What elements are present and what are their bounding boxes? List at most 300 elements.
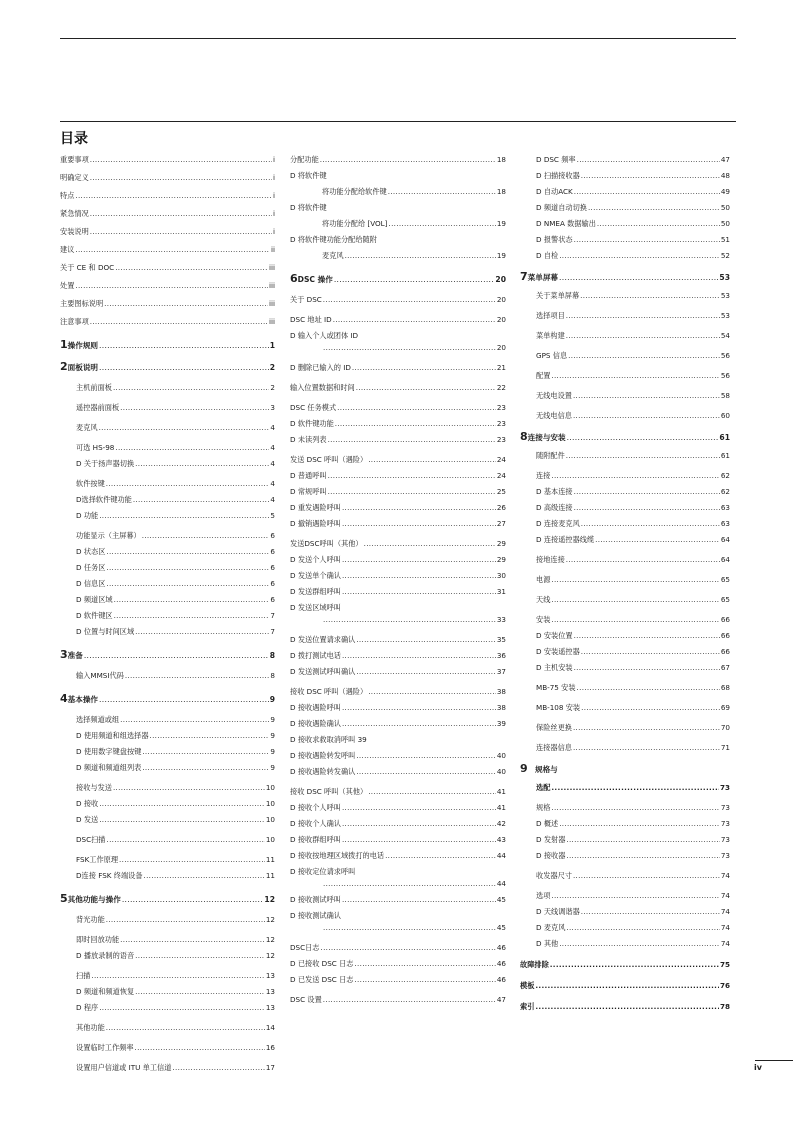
toc-entry[interactable] <box>60 563 275 573</box>
toc-page-number: 10 <box>265 815 275 824</box>
toc-page-number: 1 <box>269 341 275 350</box>
toc-entry-label: D 软件键区 <box>76 611 113 620</box>
toc-entry[interactable] <box>290 383 506 393</box>
toc-entry-label: 天线 <box>536 595 551 604</box>
chapter-number: 8 <box>520 430 528 443</box>
toc-entry[interactable] <box>520 663 730 673</box>
toc-page-number: 53 <box>720 291 730 300</box>
toc-entry[interactable] <box>520 783 730 793</box>
toc-entry[interactable] <box>290 487 506 497</box>
toc-entry[interactable] <box>520 703 730 713</box>
toc-entry[interactable] <box>290 539 506 549</box>
toc-chapter[interactable] <box>520 431 730 444</box>
toc-entry[interactable] <box>290 687 506 697</box>
toc-entry-label: 即时回放功能 <box>76 935 120 944</box>
dot-leader <box>345 251 496 261</box>
toc-page-number: i <box>273 155 275 164</box>
toc-entry-label: D 安装遥控器 <box>536 647 580 656</box>
toc-entry[interactable] <box>520 835 730 845</box>
toc-page-number: 46 <box>496 943 506 952</box>
toc-entry[interactable] <box>520 219 730 229</box>
toc-chapter[interactable] <box>520 271 730 284</box>
toc-entry[interactable] <box>520 743 730 753</box>
toc-entry[interactable] <box>60 595 275 605</box>
dot-leader <box>323 923 496 933</box>
toc-entry-label: D 天线调谐器 <box>536 907 580 916</box>
toc-entry[interactable] <box>60 579 275 589</box>
toc-entry[interactable] <box>60 935 275 945</box>
toc-entry[interactable] <box>290 943 506 953</box>
toc-entry[interactable] <box>290 419 506 429</box>
toc-entry[interactable] <box>520 451 730 461</box>
dot-leader <box>581 171 720 181</box>
toc-entry[interactable] <box>290 835 506 845</box>
toc-page-number: 12 <box>265 915 275 924</box>
toc-entry-label: 故障排除 <box>520 960 549 969</box>
toc-entry[interactable] <box>60 511 275 521</box>
toc-entry[interactable] <box>520 411 730 421</box>
toc-entry[interactable] <box>60 715 275 725</box>
toc-page-number: 35 <box>496 635 506 644</box>
toc-entry[interactable] <box>60 1003 275 1013</box>
toc-page-number: iii <box>269 299 275 308</box>
toc-entry[interactable] <box>290 867 506 877</box>
toc-entry[interactable] <box>520 471 730 481</box>
toc-entry[interactable] <box>290 403 506 413</box>
toc-entry[interactable] <box>60 1063 275 1073</box>
toc-entry-label: 麦克风 <box>322 251 344 260</box>
toc-entry[interactable] <box>290 911 506 921</box>
toc-page-number: 60 <box>720 411 730 420</box>
toc-entry[interactable] <box>290 651 506 661</box>
dot-leader <box>388 219 495 229</box>
toc-entry[interactable] <box>520 187 730 197</box>
toc-entry[interactable] <box>520 595 730 605</box>
toc-entry[interactable] <box>290 719 506 729</box>
dot-leader <box>150 731 270 741</box>
toc-entry-label: 重要事项 <box>60 155 89 164</box>
toc-entry[interactable] <box>520 503 730 513</box>
dot-leader <box>566 555 720 565</box>
toc-entry[interactable] <box>520 981 730 991</box>
dot-leader <box>342 819 496 829</box>
toc-page-number: 64 <box>720 555 730 564</box>
toc-entry[interactable] <box>520 1002 730 1012</box>
toc-page-number: 58 <box>720 391 730 400</box>
toc-entry[interactable] <box>60 547 275 557</box>
dot-leader <box>107 835 265 845</box>
toc-entry-label: 注意事项 <box>60 317 89 326</box>
toc-entry-label: D 将软件键功能分配给随附 <box>290 235 377 244</box>
dot-leader <box>356 383 496 393</box>
dot-leader <box>114 595 270 605</box>
toc-entry-label: D 接收群组呼叫 <box>290 835 341 844</box>
toc-chapter[interactable] <box>520 763 730 776</box>
toc-entry[interactable] <box>290 315 506 325</box>
toc-entry-label: D 常规呼叫 <box>290 487 327 496</box>
toc-entry-label: D 软件键功能 <box>290 419 334 428</box>
dot-leader <box>573 871 720 881</box>
toc-entry-label: 扫描 <box>76 971 91 980</box>
toc-chapter[interactable] <box>60 893 275 906</box>
toc-entry[interactable] <box>290 879 506 889</box>
toc-entry-label: D 其他 <box>536 939 559 948</box>
toc-entry[interactable] <box>290 171 506 181</box>
toc-entry[interactable] <box>520 519 730 529</box>
toc-entry-label: 关于 DSC <box>290 295 322 304</box>
toc-entry[interactable] <box>290 155 506 165</box>
toc-entry-label: 菜单屏幕 <box>527 273 559 282</box>
toc-entry[interactable] <box>520 871 730 881</box>
toc-entry-label: 输入MMSI代码 <box>76 671 124 680</box>
toc-entry[interactable] <box>60 479 275 489</box>
toc-entry[interactable] <box>520 203 730 213</box>
toc-entry-label: D 发送个人呼叫 <box>290 555 341 564</box>
toc-entry[interactable] <box>60 1023 275 1033</box>
toc-entry-label: D 接收遇险转发呼叫 <box>290 751 356 760</box>
toc-entry[interactable] <box>60 951 275 961</box>
toc-chapter[interactable] <box>60 361 275 374</box>
dot-leader <box>334 274 495 286</box>
toc-entry[interactable] <box>520 647 730 657</box>
dot-leader <box>337 403 496 413</box>
toc-entry[interactable] <box>290 735 506 745</box>
dot-leader <box>566 923 719 933</box>
toc-page-number: 23 <box>496 435 506 444</box>
dot-leader <box>106 915 265 925</box>
toc-entry[interactable] <box>60 763 275 773</box>
toc-page-number: 4 <box>270 495 275 504</box>
toc-entry[interactable] <box>520 631 730 641</box>
toc-entry[interactable] <box>520 851 730 861</box>
chapter-number: 4 <box>60 692 68 705</box>
toc-entry[interactable] <box>290 571 506 581</box>
dot-leader <box>106 547 269 557</box>
dot-leader <box>354 975 495 985</box>
toc-entry[interactable] <box>60 747 275 757</box>
toc-entry[interactable] <box>60 783 275 793</box>
toc-page-number: 54 <box>720 331 730 340</box>
toc-entry[interactable] <box>290 235 506 245</box>
toc-entry-label: D 接收个人呼叫 <box>290 803 341 812</box>
toc-page-number: 47 <box>720 155 730 164</box>
toc-entry[interactable] <box>290 995 506 1005</box>
toc-entry-label: 菜单构建 <box>536 331 565 340</box>
toc-entry[interactable] <box>290 803 506 813</box>
dot-leader <box>551 783 719 793</box>
toc-entry[interactable] <box>520 235 730 245</box>
toc-entry[interactable] <box>290 363 506 373</box>
toc-page-number: iii <box>269 263 275 272</box>
dot-leader <box>106 563 269 573</box>
toc-entry[interactable] <box>290 975 506 985</box>
toc-entry-label: 连接器信息 <box>536 743 572 752</box>
toc-entry[interactable] <box>520 891 730 901</box>
toc-entry[interactable] <box>520 723 730 733</box>
toc-entry[interactable] <box>60 245 275 255</box>
toc-page-number: 9 <box>270 763 275 772</box>
toc-entry[interactable] <box>60 987 275 997</box>
toc-page-number: 46 <box>496 959 506 968</box>
toc-page-number: 51 <box>720 235 730 244</box>
toc-page-number: 5 <box>270 511 275 520</box>
toc-entry[interactable] <box>520 487 730 497</box>
dot-leader <box>75 281 268 291</box>
toc-entry[interactable] <box>60 799 275 809</box>
toc-chapter[interactable] <box>290 273 506 286</box>
toc-page-number: 47 <box>496 995 506 1004</box>
dot-leader <box>90 227 272 237</box>
dot-leader <box>342 555 496 565</box>
dot-leader <box>99 362 269 374</box>
toc-entry[interactable] <box>60 403 275 413</box>
toc-entry[interactable] <box>290 435 506 445</box>
toc-entry-label: 模板 <box>520 981 535 990</box>
dot-leader <box>172 1063 264 1073</box>
toc-entry[interactable] <box>60 155 275 165</box>
toc-entry-label: D 关于扬声器切换 <box>76 459 135 468</box>
toc-chapter[interactable] <box>60 693 275 706</box>
toc-entry[interactable] <box>290 703 506 713</box>
toc-entry[interactable] <box>520 683 730 693</box>
toc-entry-label: 主机前面板 <box>76 383 112 392</box>
toc-page-number: 71 <box>720 743 730 752</box>
toc-page-number: 24 <box>496 455 506 464</box>
toc-entry[interactable] <box>290 819 506 829</box>
toc-entry[interactable] <box>290 251 506 261</box>
dot-leader <box>328 487 496 497</box>
toc-chapter[interactable] <box>60 649 275 662</box>
toc-entry[interactable] <box>290 587 506 597</box>
toc-entry[interactable] <box>60 227 275 237</box>
toc-entry[interactable] <box>520 960 730 970</box>
toc-entry-label: 紧急情况 <box>60 209 89 218</box>
toc-page-number: 66 <box>720 631 730 640</box>
toc-entry[interactable] <box>60 611 275 621</box>
toc-entry-label: D 拨打测试电话 <box>290 651 341 660</box>
toc-page-number: 22 <box>496 383 506 392</box>
toc-page-number: 44 <box>496 851 506 860</box>
toc-entry[interactable] <box>520 331 730 341</box>
toc-entry-label: 功能显示（主屏幕） <box>76 531 141 540</box>
toc-entry[interactable] <box>60 915 275 925</box>
toc-entry-label: 连接与安装 <box>527 433 566 442</box>
toc-entry[interactable] <box>290 503 506 513</box>
toc-entry-label: D 功能 <box>76 511 99 520</box>
toc-page-number: 41 <box>496 803 506 812</box>
dot-leader <box>550 960 719 970</box>
toc-entry[interactable] <box>290 923 506 933</box>
toc-entry[interactable] <box>60 459 275 469</box>
toc-entry[interactable] <box>520 923 730 933</box>
dot-leader <box>135 951 265 961</box>
dot-leader <box>113 783 265 793</box>
toc-page-number: 49 <box>720 187 730 196</box>
toc-page-number: 14 <box>265 1023 275 1032</box>
dot-leader <box>120 403 269 413</box>
dot-leader <box>323 879 496 889</box>
toc-entry[interactable] <box>290 895 506 905</box>
toc-entry[interactable] <box>520 819 730 829</box>
toc-entry[interactable] <box>60 263 275 273</box>
toc-entry-label: D 将软件键 <box>290 203 327 212</box>
toc-entry[interactable] <box>60 209 275 219</box>
toc-page-number: 9 <box>270 715 275 724</box>
toc-page-number: 33 <box>496 615 506 624</box>
dot-leader <box>320 155 496 165</box>
toc-page-number: 53 <box>720 311 730 320</box>
toc-entry-label: D 状态区 <box>76 547 106 556</box>
toc-page-number: 20 <box>495 275 506 284</box>
toc-page-number: 78 <box>719 1002 730 1011</box>
dot-leader <box>354 959 495 969</box>
toc-entry[interactable] <box>520 351 730 361</box>
dot-leader <box>551 803 719 813</box>
toc-entry[interactable] <box>290 751 506 761</box>
toc-entry[interactable] <box>290 295 506 305</box>
toc-entry[interactable] <box>290 635 506 645</box>
dot-leader <box>368 687 496 697</box>
toc-entry[interactable] <box>60 173 275 183</box>
toc-entry[interactable] <box>60 627 275 637</box>
toc-entry[interactable] <box>520 535 730 545</box>
toc-entry[interactable] <box>520 575 730 585</box>
chapter-number: 9 <box>520 762 528 775</box>
toc-entry[interactable] <box>60 871 275 881</box>
toc-entry-label: FSK工作原理 <box>76 855 119 864</box>
toc-entry[interactable] <box>520 311 730 321</box>
toc-page-number: 23 <box>496 403 506 412</box>
dot-leader <box>574 487 720 497</box>
toc-entry[interactable] <box>520 391 730 401</box>
toc-entry-label: 接收 DSC 呼叫（其他） <box>290 787 368 796</box>
toc-page-number: 50 <box>720 203 730 212</box>
toc-entry-label: 电源 <box>536 575 551 584</box>
dot-leader <box>356 635 496 645</box>
toc-entry-label: 麦克风 <box>76 423 98 432</box>
toc-entry[interactable] <box>290 455 506 465</box>
toc-entry[interactable] <box>290 331 506 341</box>
toc-page-number: 65 <box>720 595 730 604</box>
toc-entry[interactable] <box>60 191 275 201</box>
toc-entry[interactable] <box>520 155 730 165</box>
toc-entry[interactable] <box>290 187 506 197</box>
toc-page-number: 44 <box>496 879 506 888</box>
toc-entry[interactable] <box>60 383 275 393</box>
toc-chapter[interactable] <box>60 339 275 352</box>
toc-entry[interactable] <box>290 615 506 625</box>
toc-entry[interactable] <box>290 219 506 229</box>
page-title: 目录 <box>60 131 88 147</box>
toc-entry-label: 发送DSC呼叫（其他） <box>290 539 363 548</box>
toc-entry[interactable] <box>60 443 275 453</box>
toc-entry[interactable] <box>60 1043 275 1053</box>
toc-page-number: 6 <box>270 579 275 588</box>
toc-entry[interactable] <box>60 423 275 433</box>
toc-entry[interactable] <box>60 317 275 327</box>
toc-entry-label: 选项 <box>536 891 551 900</box>
toc-entry[interactable] <box>520 251 730 261</box>
toc-entry[interactable] <box>290 343 506 353</box>
toc-entry-label: D 接收测试确认 <box>290 911 341 920</box>
toc-entry[interactable] <box>60 815 275 825</box>
toc-entry-label: D 频道和频道恢复 <box>76 987 135 996</box>
toc-entry-label: 面板说明 <box>67 363 99 372</box>
toc-entry[interactable] <box>60 835 275 845</box>
toc-entry[interactable] <box>520 907 730 917</box>
dot-leader <box>119 855 265 865</box>
toc-entry[interactable] <box>290 787 506 797</box>
toc-page-number: 9 <box>269 695 275 704</box>
toc-entry-label: 特点 <box>60 191 75 200</box>
toc-entry[interactable] <box>60 971 275 981</box>
toc-entry[interactable] <box>60 855 275 865</box>
toc-page-number: 62 <box>720 487 730 496</box>
toc-entry[interactable] <box>520 615 730 625</box>
toc-entry-label: D 程序 <box>76 1003 99 1012</box>
toc-page-number: 26 <box>496 503 506 512</box>
dot-leader <box>342 895 496 905</box>
toc-page-number: 20 <box>496 315 506 324</box>
toc-entry[interactable] <box>520 291 730 301</box>
toc-entry-label: D 发送单个确认 <box>290 571 341 580</box>
toc-entry[interactable] <box>290 851 506 861</box>
toc-entry[interactable] <box>290 203 506 213</box>
toc-page-number: 62 <box>720 471 730 480</box>
toc-page-number: 38 <box>496 703 506 712</box>
toc-entry-label: D 接收定位请求呼叫 <box>290 867 356 876</box>
toc-entry[interactable] <box>520 939 730 949</box>
toc-entry-label: 基本操作 <box>67 695 99 704</box>
toc-page-number: 41 <box>496 787 506 796</box>
toc-page-number: 64 <box>720 535 730 544</box>
toc-entry[interactable] <box>290 767 506 777</box>
dot-leader <box>566 331 720 341</box>
dot-leader <box>135 459 269 469</box>
toc-entry[interactable] <box>290 603 506 613</box>
toc-entry[interactable] <box>60 299 275 309</box>
toc-page-number: 31 <box>496 587 506 596</box>
toc-entry[interactable] <box>520 555 730 565</box>
dot-leader <box>581 647 720 657</box>
toc-entry[interactable] <box>290 667 506 677</box>
dot-leader <box>342 803 496 813</box>
toc-entry[interactable] <box>60 671 275 681</box>
toc-entry[interactable] <box>60 495 275 505</box>
toc-entry-label: D 连接遥控器线缆 <box>536 535 595 544</box>
toc-entry[interactable] <box>290 519 506 529</box>
dot-leader <box>90 155 272 165</box>
toc-entry[interactable] <box>290 959 506 969</box>
toc-entry[interactable] <box>520 171 730 181</box>
toc-entry[interactable] <box>290 471 506 481</box>
dot-leader <box>342 719 496 729</box>
toc-entry[interactable] <box>520 371 730 381</box>
dot-leader <box>573 723 720 733</box>
toc-page-number: 12 <box>264 895 275 904</box>
dot-leader <box>577 683 720 693</box>
toc-page-number: 37 <box>496 667 506 676</box>
toc-entry[interactable] <box>290 555 506 565</box>
toc-entry-label: D 接收遇险转发确认 <box>290 767 356 776</box>
toc-entry[interactable] <box>60 281 275 291</box>
toc-entry[interactable] <box>60 531 275 541</box>
toc-entry[interactable] <box>60 731 275 741</box>
toc-entry-label: D 接收求救取消呼叫 39 <box>290 735 367 744</box>
dot-leader <box>106 1023 265 1033</box>
toc-page-number: 13 <box>265 1003 275 1012</box>
toc-entry[interactable] <box>520 803 730 813</box>
